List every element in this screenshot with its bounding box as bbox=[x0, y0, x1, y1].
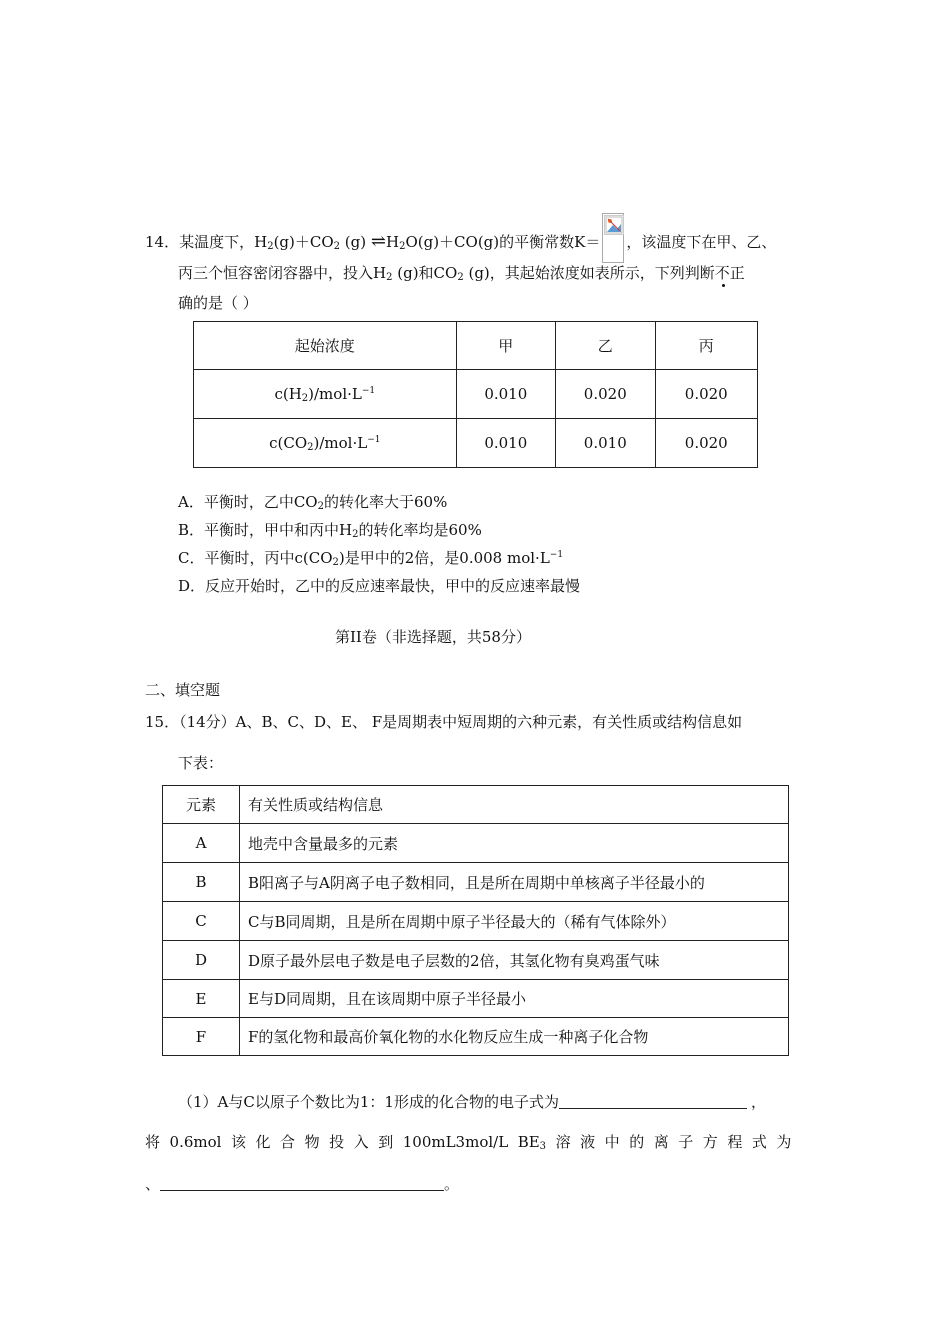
table-row bbox=[163, 980, 789, 1018]
table-header-cell: 乙 bbox=[556, 322, 655, 370]
q14-line1: 14．某温度下，$H_2(g)+CO_2$ (g) $\rightleftharpoons H_2O(g)+CO(g)$的平衡常数K＝ ，该温度下在甲、乙、 bbox=[145, 213, 776, 263]
q15-sub1-line3: 、 。 bbox=[145, 1175, 460, 1193]
table-cell: 0.010 bbox=[456, 370, 555, 419]
part2-heading: 二、填空题 bbox=[145, 681, 221, 699]
table-header-cell: 丙 bbox=[655, 322, 757, 370]
table-row bbox=[194, 370, 758, 419]
table-cell: 0.020 bbox=[655, 370, 757, 419]
element-cell: D bbox=[163, 941, 240, 980]
table-cell: 0.020 bbox=[556, 370, 655, 419]
concentration-table bbox=[193, 321, 758, 468]
element-cell: A bbox=[163, 824, 240, 863]
element-cell: E bbox=[163, 980, 240, 1018]
q15-intro2: 下表： bbox=[178, 754, 224, 772]
info-cell: F的氢化物和最高价氧化物的水化物反应生成一种离子化合物 bbox=[240, 1018, 789, 1056]
row-label-co2: $c(CO_2)/mol\cdot L^{-1}$ bbox=[194, 419, 457, 468]
table-cell: 0.010 bbox=[456, 419, 555, 468]
element-cell: F bbox=[163, 1018, 240, 1056]
table-row bbox=[163, 902, 789, 941]
element-cell: B bbox=[163, 863, 240, 902]
table-row bbox=[163, 941, 789, 980]
info-cell: B阳离子与A阴离子电子数相同，且是所在周期中单核离子半径最小的 bbox=[240, 863, 789, 902]
q15-number: 15． bbox=[145, 713, 180, 731]
section-title: 第II卷（非选择题，共58分） bbox=[335, 628, 531, 646]
table-header-row bbox=[194, 322, 758, 370]
equilibrium-arrow-icon: ⇌ bbox=[370, 231, 386, 252]
table-row bbox=[163, 863, 789, 902]
element-cell: C bbox=[163, 902, 240, 941]
table-header-cell: 起始浓度 bbox=[194, 322, 457, 370]
option-c: C．平衡时，丙中$c(CO_2)$是甲中的2倍，是0.008 $mol\cdot L^{-1}$ bbox=[178, 549, 564, 568]
broken-image-icon bbox=[604, 215, 624, 235]
table-row bbox=[163, 1018, 789, 1056]
info-cell: 地壳中含量最多的元素 bbox=[240, 824, 789, 863]
info-cell: E与D同周期，且在该周期中原子半径最小 bbox=[240, 980, 789, 1018]
table-row bbox=[194, 419, 758, 468]
option-b: B．平衡时，甲中和丙中$H_2$的转化率均是60% bbox=[178, 521, 482, 540]
q15-intro: 15．（14分）A、B、C、D、E、 F是周期表中短周期的六种元素，有关性质或结构信息如 bbox=[145, 713, 743, 731]
equilibrium-constant-image bbox=[602, 213, 624, 263]
element-info-table bbox=[162, 785, 789, 1056]
q14-line2: 丙三个恒容密闭容器中，投入$H_2$ (g)和$CO_2$ (g)，其起始浓度如表所示，下列判断不正 bbox=[178, 264, 745, 283]
row-label-h2: $c(H_2)/mol\cdot L^{-1}$ bbox=[194, 370, 457, 419]
info-cell: D原子最外层电子数是电子层数的2倍，其氢化物有臭鸡蛋气味 bbox=[240, 941, 789, 980]
table-header-cell: 有关性质或结构信息 bbox=[240, 786, 789, 824]
option-d: D．反应开始时，乙中的反应速率最快，甲中的反应速率最慢 bbox=[178, 577, 581, 595]
table-header-cell: 甲 bbox=[456, 322, 555, 370]
table-cell: 0.010 bbox=[556, 419, 655, 468]
option-a: A．平衡时，乙中$CO_2$的转化率大于60% bbox=[178, 493, 448, 512]
emphasis-not: 不 bbox=[714, 264, 730, 282]
q15-sub1-line2: 将 0.6mol 该 化 合 物 投 入 到 100mL3mol/L $BE_3$ 溶 液 中 的 离 子 方 程 式 为 bbox=[145, 1133, 792, 1152]
table-header-cell: 元素 bbox=[163, 786, 240, 824]
info-cell: C与B同周期，且是所在周期中原子半径最大的（稀有气体除外） bbox=[240, 902, 789, 941]
table-header-row bbox=[163, 786, 789, 824]
q14-number: 14． bbox=[145, 233, 180, 251]
q14-line3: 确的是（ ） bbox=[178, 294, 258, 312]
answer-blank[interactable] bbox=[559, 1092, 747, 1109]
answer-blank[interactable] bbox=[160, 1174, 444, 1191]
table-row bbox=[163, 824, 789, 863]
table-cell: 0.020 bbox=[655, 419, 757, 468]
q15-sub1-line1: （1）A与C以原子个数比为1：1形成的化合物的电子式为 ， bbox=[178, 1093, 766, 1111]
